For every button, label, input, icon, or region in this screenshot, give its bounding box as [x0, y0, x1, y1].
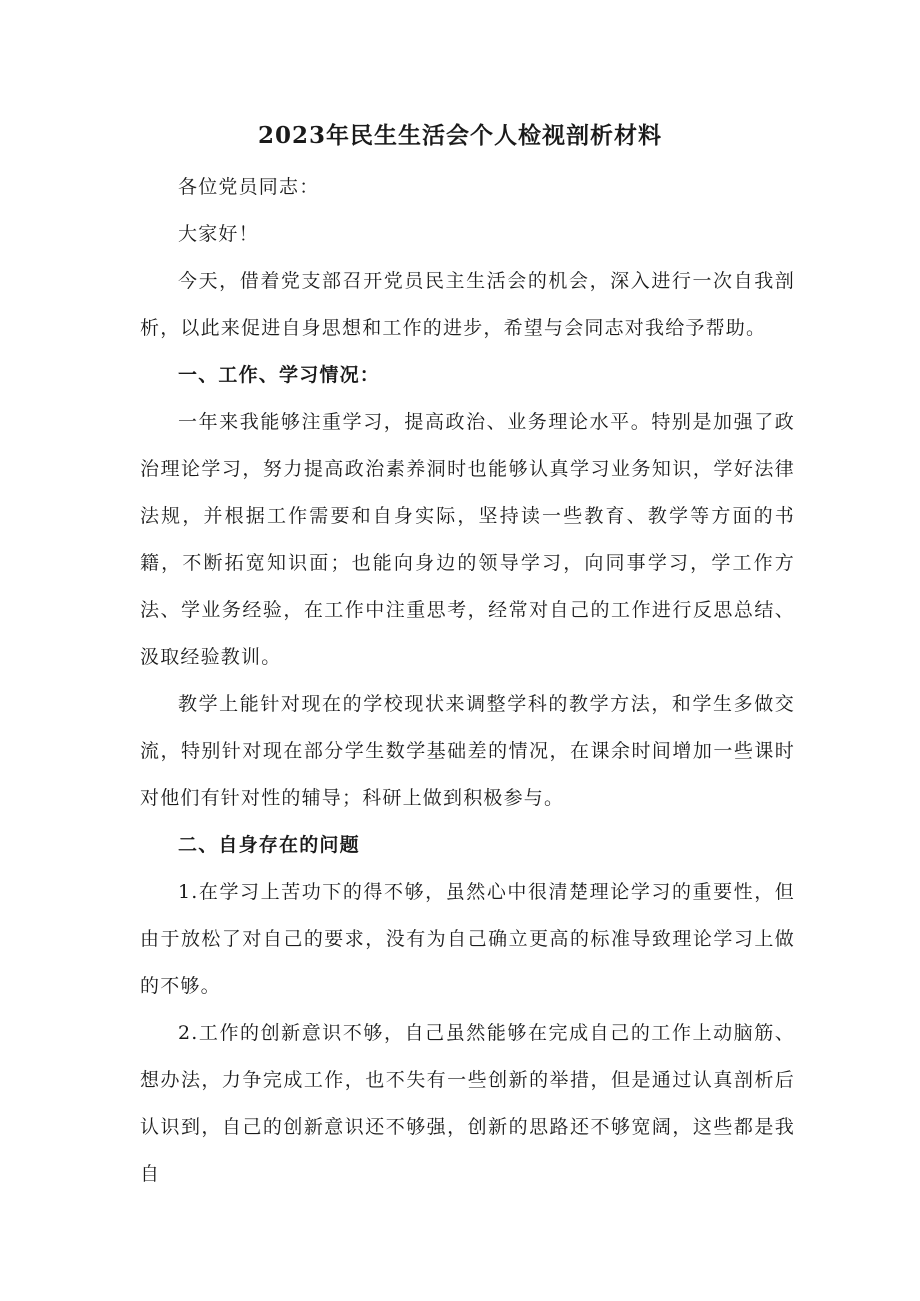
- teaching-paragraph: 教学上能针对现在的学校现状来调整学科的教学方法，和学生多做交流，特别针对现在部分学生数学基础差的情况，在课余时间增加一些课时对他们有针对性的辅导；科研上做到积极参与。: [140, 693, 795, 809]
- document-body: [140, 164, 795, 1198]
- intro-paragraph: 今天，借着党支部召开党员民主生活会的机会，深入进行一次自我剖析，以此来促进自身思想和工作的进步，希望与会同志对我给予帮助。: [140, 270, 795, 339]
- problem-item-1: 1.在学习上苦功下的得不够，虽然心中很清楚理论学习的重要性，但由于放松了对自己的要求，没有为自己确立更高的标准导致理论学习上做的不够。: [140, 881, 795, 997]
- salutation: 各位党员同志：: [178, 176, 320, 198]
- section-heading-work-study: 一、工作、学习情况：: [178, 364, 381, 386]
- section-heading-problems: 二、自身存在的问题: [178, 834, 360, 856]
- problem-item-2: 2.工作的创新意识不够，自己虽然能够在完成自己的工作上动脑筋、想办法，力争完成工作，也不失有一些创新的举措，但是通过认真剖析后认识到，自己的创新意识还不够强，创新的思路还不够宽阔，这些都是我自: [140, 1022, 795, 1185]
- greeting: 大家好！: [178, 223, 259, 245]
- work-study-paragraph: 一年来我能够注重学习，提高政治、业务理论水平。特别是加强了政治理论学习，努力提高政治素养洞时也能够认真学习业务知识，学好法律法规，并根据工作需要和自身实际，坚持读一些教育、教学等方面的书籍，不断拓宽知识面；也能向身边的领导学习，向同事学习，学工作方法、学业务经验，在工作中注重思考，经常对自己的工作进行反思总结、汲取经验教训。: [140, 411, 795, 668]
- document-title: 2023年民生生活会个人检视剖析材料: [257, 122, 662, 149]
